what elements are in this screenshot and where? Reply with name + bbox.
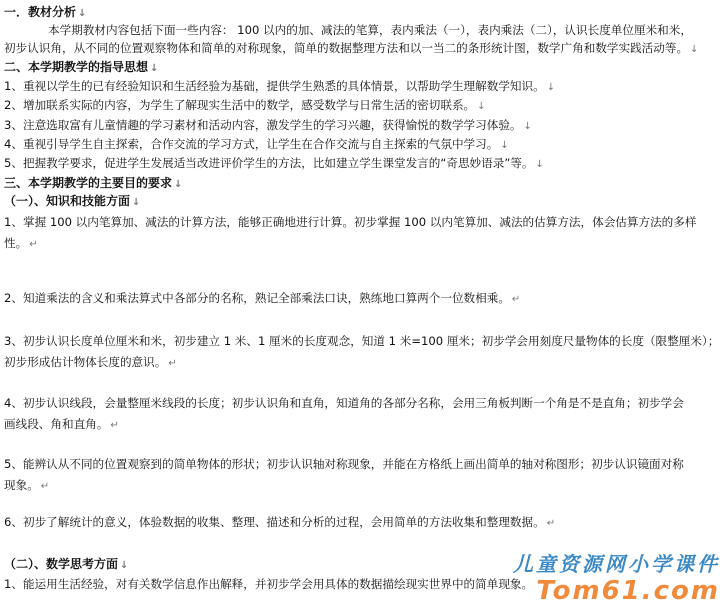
watermark-site-name: 儿童资源网小学课件 <box>513 552 720 576</box>
list-item: 2、知道乘法的含义和乘法算式中各部分的名称，熟记全部乘法口诀，熟练地口算两个一位数相乘。 ↵ <box>4 291 521 305</box>
paragraph-mark: ↓ <box>523 121 532 132</box>
paragraph-mark: ↓ <box>500 140 509 151</box>
paragraph-mark: ↓ <box>174 179 183 190</box>
list-item: 5、把握教学要求，促进学生发展适当改进评价学生的方法，比如建立学生课堂发言的“奇思妙语录”等。 ↓ <box>4 156 544 170</box>
list-item-continuation: 初步形成估计物体长度的意识。 ↵ <box>4 355 177 369</box>
watermark-domain: Tom61.com <box>536 576 720 606</box>
paragraph-mark: ↵ <box>29 239 38 250</box>
watermark-logo <box>464 548 724 606</box>
paragraph-mark: ↓ <box>535 159 544 170</box>
paragraph-mark: ↓ <box>546 82 556 93</box>
paragraph-mark: ↓ <box>477 101 486 112</box>
paragraph-mark: ↵ <box>40 481 50 492</box>
paragraph-mark: ↓ <box>78 8 87 19</box>
list-item: 5、能辨认从不同的位置观察到的简单物体的形状；初步认识轴对称现象，并能在方格纸上画出简单的轴对称图形；初步认识镜面对称 <box>4 457 684 471</box>
paragraph-mark: ↓ <box>132 197 141 208</box>
paragraph-mark: ↵ <box>511 294 521 305</box>
list-item: 4、重视引导学生自主探索，合作交流的学习方式，让学生在合作交流与自主探索的气氛中学习。 ↓ <box>4 137 509 151</box>
list-item-continuation: 现象。 ↵ <box>4 478 50 492</box>
list-item: 1、重视以学生的已有经验知识和生活经验为基础，提供学生熟悉的具体情景，以帮助学生理解数学知识。 ↓ <box>4 79 556 93</box>
paragraph-mark: ↵ <box>546 518 556 529</box>
list-item: 4、初步认识线段，会量整厘米线段的长度；初步认识角和直角，知道角的各部分名称，会用三角板判断一个角是不是直角；初步学会 <box>4 396 684 410</box>
list-item: 1、能运用生活经验，对有关数学信息作出解释，并初步学会用具体的数据描绘现实世界中的简单现象。 <box>4 577 534 591</box>
list-item-continuation: 性。 ↵ <box>4 236 38 250</box>
section-heading-2: 二、本学期教学的指导思想 ↓ <box>4 60 159 74</box>
paragraph-mark: ↓ <box>690 44 699 55</box>
list-item: 2、增加联系实际的内容，为学生了解现实生活中的数学，感受数学与日常生活的密切联系。 ↓ <box>4 98 486 112</box>
list-item: 3、注意选取富有儿童情趣的学习素材和活动内容，激发学生的学习兴趣，获得愉悦的数学学习体验。 ↓ <box>4 118 532 132</box>
list-item-continuation: 画线段、角和直角。 ↵ <box>4 417 119 431</box>
section-heading-3: 三、本学期教学的主要目的要求 ↓ <box>4 176 183 190</box>
paragraph-line: 初步认识角，从不同的位置观察物体和简单的对称现象，简单的数据整理方法和以一当二的条形统计图，数学广角和数学实践活动等。 ↓ <box>4 41 699 55</box>
list-item: 1、掌握 100 以内笔算加、减法的计算方法，能够正确地进行计算。初步掌握 100 以内笔算加、减法的估算方法，体会估算方法的多样 <box>4 215 697 229</box>
paragraph-mark: ↓ <box>120 560 129 571</box>
paragraph-mark: ↵ <box>110 420 119 431</box>
paragraph-mark: ↓ <box>150 63 159 74</box>
section-heading-1: 一．教材分析 ↓ <box>4 5 87 19</box>
paragraph-line: 本学期教材内容包括下面一些内容： 100 以内的加、减法的笔算，表内乘法（一），表内乘法（二），认识长度单位厘米和米， <box>48 23 692 37</box>
paragraph-mark: ↵ <box>168 358 177 369</box>
list-item: 6、初步了解统计的意义，体验数据的收集、整理、描述和分析的过程，会用简单的方法收集和整理数据。 ↵ <box>4 515 556 529</box>
list-item: 3、初步认识长度单位厘米和米，初步建立 1 米、1 厘米的长度观念，知道 1 米=100 厘米；初步学会用刻度尺量物体的长度（限整厘米）； <box>4 334 720 348</box>
subsection-heading-2: （二）、数学思考方面 ↓ <box>4 557 129 571</box>
subsection-heading-1: （一）、知识和技能方面 ↓ <box>4 194 141 208</box>
